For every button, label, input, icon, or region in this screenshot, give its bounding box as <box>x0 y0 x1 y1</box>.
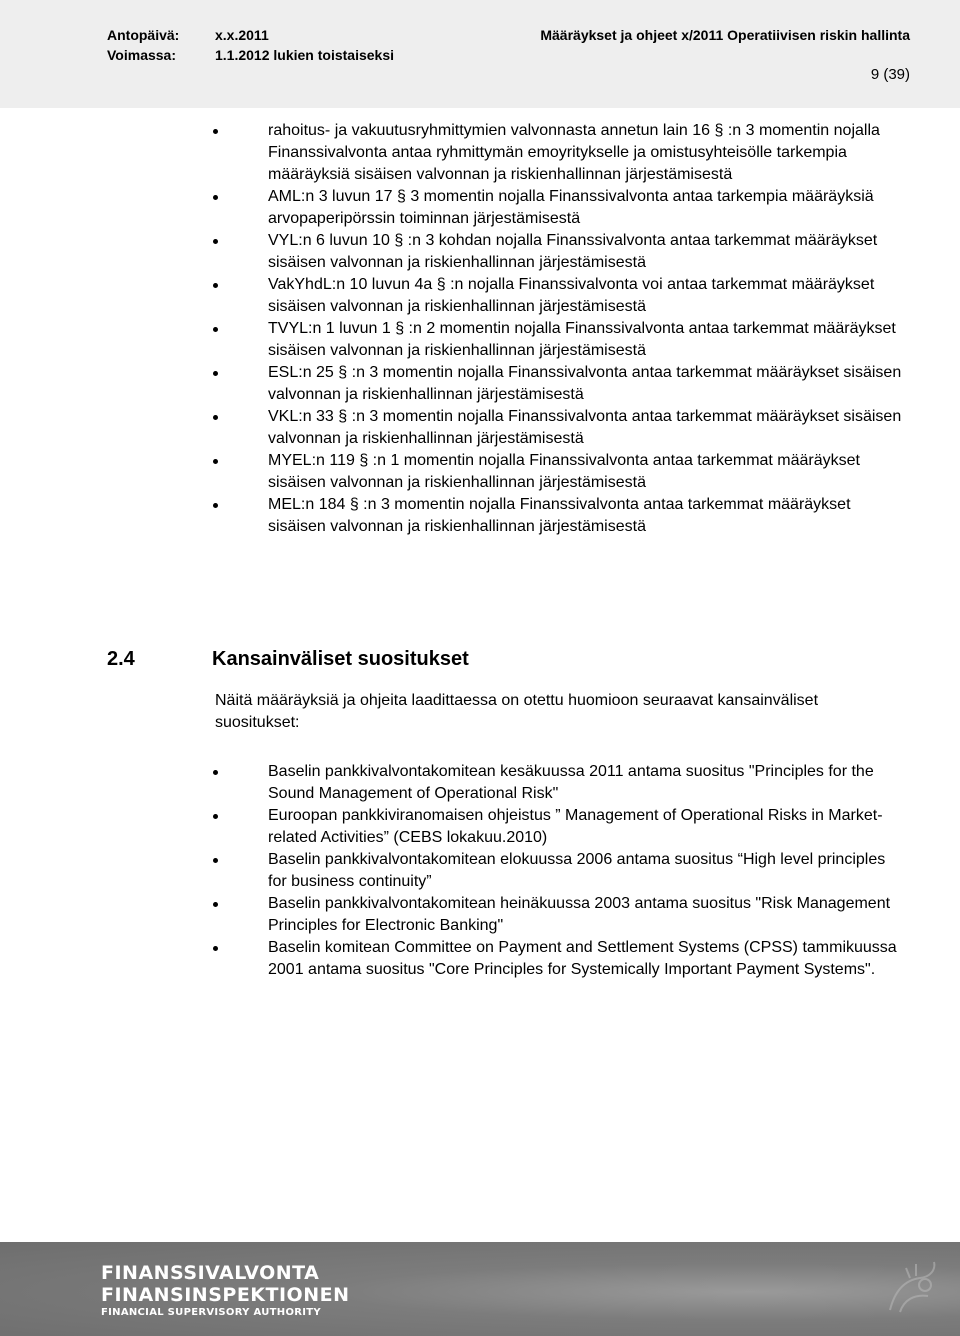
bullet-icon <box>213 327 218 332</box>
page-footer <box>0 1242 960 1336</box>
bullet-icon <box>213 814 218 819</box>
list-item: Euroopan pankkiviranomaisen ohjeistus ” Management of Operational Risks in Market-related Activities” (CEBS lokakuu.2010) <box>0 805 908 849</box>
bullet-icon <box>213 902 218 907</box>
document-title: Määräykset ja ohjeet x/2011 Operatiivisen riskin hallinta <box>540 27 910 43</box>
list-item: rahoitus- ja vakuutusryhmittymien valvonnasta annetun lain 16 § :n 3 momentin nojalla Finanssivalvonta antaa ryhmittymän emoyritykselle ja omistusyhteisölle tarkempia määräyksiä sisäisen valvonnan ja riskienhallinnan järjestämisestä <box>0 120 908 186</box>
section-title: Kansainväliset suositukset <box>212 648 469 670</box>
bullet-icon <box>213 129 218 134</box>
section-number: 2.4 <box>107 648 135 670</box>
list-item: VYL:n 6 luvun 10 § :n 3 kohdan nojalla Finanssivalvonta antaa tarkemmat määräykset sisäisen valvonnan ja riskienhallinnan järjestämisestä <box>0 230 908 274</box>
list-item: AML:n 3 luvun 17 § 3 momentin nojalla Finanssivalvonta antaa tarkempia määräyksiä arvopaperipörssin toiminnan järjestämisestä <box>0 186 908 230</box>
main-content <box>0 120 960 538</box>
bullet-icon <box>213 415 218 420</box>
legal-basis-list <box>0 120 960 538</box>
page-number: 9 (39) <box>870 66 910 83</box>
validity-label: Voimassa: <box>107 47 176 63</box>
bullet-icon <box>213 503 218 508</box>
bullet-icon <box>213 239 218 244</box>
bullet-icon <box>213 195 218 200</box>
list-item: Baselin pankkivalvontakomitean elokuussa 2006 antama suositus “High level principles for business continuity” <box>0 849 908 893</box>
recommendations-list <box>0 761 960 981</box>
list-item: Baselin komitean Committee on Payment and Settlement Systems (CPSS) tammikuussa 2001 antama suositus "Core Principles for Systemically Important Payment Systems". <box>0 937 908 981</box>
list-item: MEL:n 184 § :n 3 momentin nojalla Finanssivalvonta antaa tarkemmat määräykset sisäisen valvonnan ja riskienhallinnan järjestämisestä <box>0 494 908 538</box>
logo-line-finnish: FINANSSIVALVONTA <box>101 1262 320 1284</box>
issue-date-label: Antopäivä: <box>107 27 180 43</box>
list-item: VakYhdL:n 10 luvun 4a § :n nojalla Finanssivalvonta voi antaa tarkemmat määräykset sisäisen valvonnan ja riskienhallinnan järjestämisestä <box>0 274 908 318</box>
logo-line-swedish: FINANSINSPEKTIONEN <box>101 1284 350 1306</box>
list-item: Baselin pankkivalvontakomitean heinäkuussa 2003 antama suositus "Risk Management Principles for Electronic Banking" <box>0 893 908 937</box>
section-heading <box>107 648 469 671</box>
section-intro: Näitä määräyksiä ja ohjeita laadittaessa on otettu huomioon seuraavat kansainväliset suositukset: <box>215 692 819 731</box>
bullet-icon <box>213 459 218 464</box>
recommendations <box>0 761 960 981</box>
lion-emblem-icon <box>870 1250 950 1330</box>
list-item: Baselin pankkivalvontakomitean kesäkuussa 2011 antama suositus "Principles for the Sound Management of Operational Risk" <box>0 761 908 805</box>
logo-line-english: FINANCIAL SUPERVISORY AUTHORITY <box>101 1307 321 1318</box>
list-item: ESL:n 25 § :n 3 momentin nojalla Finanssivalvonta antaa tarkemmat määräykset sisäisen valvonnan ja riskienhallinnan järjestämisestä <box>0 362 908 406</box>
bullet-icon <box>213 858 218 863</box>
validity-value: 1.1.2012 lukien toistaiseksi <box>215 47 394 63</box>
list-item: TVYL:n 1 luvun 1 § :n 2 momentin nojalla Finanssivalvonta antaa tarkemmat määräykset sisäisen valvonnan ja riskienhallinnan järjestämisestä <box>0 318 908 362</box>
bullet-icon <box>213 371 218 376</box>
page-header <box>0 0 960 108</box>
list-item: VKL:n 33 § :n 3 momentin nojalla Finanssivalvonta antaa tarkemmat määräykset sisäisen valvonnan ja riskienhallinnan järjestämisestä <box>0 406 908 450</box>
authority-logo <box>101 1262 350 1320</box>
issue-date-value: x.x.2011 <box>215 27 269 43</box>
bullet-icon <box>213 770 218 775</box>
bullet-icon <box>213 946 218 951</box>
list-item: MYEL:n 119 § :n 1 momentin nojalla Finanssivalvonta antaa tarkemmat määräykset sisäisen valvonnan ja riskienhallinnan järjestämisestä <box>0 450 908 494</box>
bullet-icon <box>213 283 218 288</box>
